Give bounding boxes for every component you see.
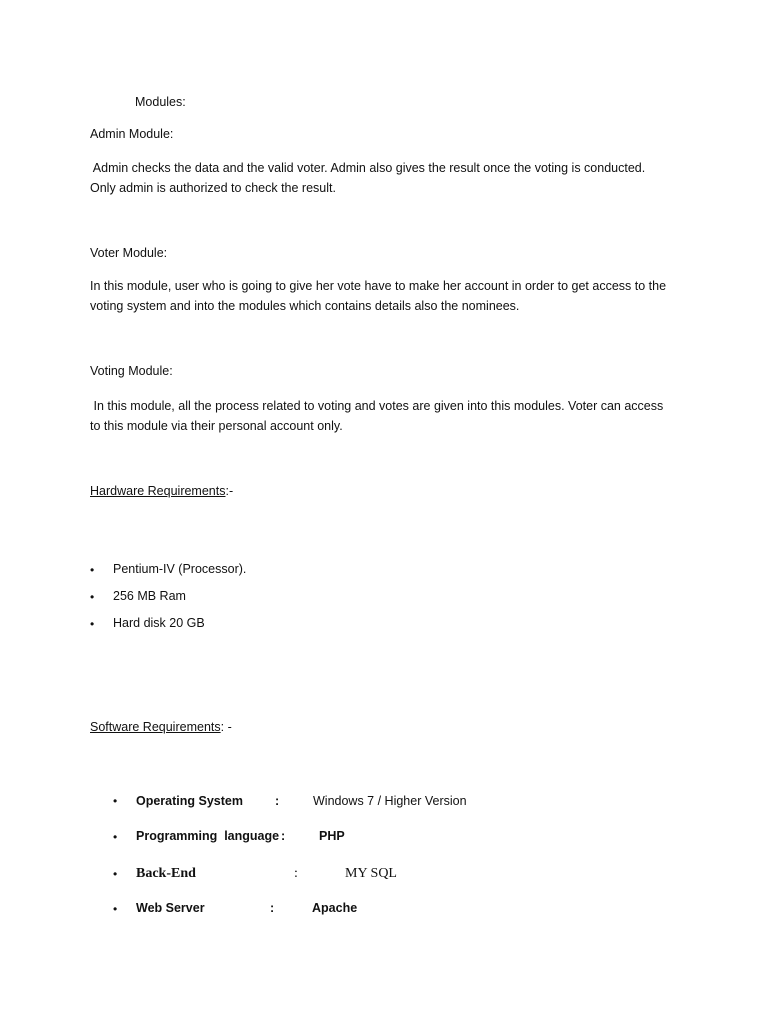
bullet-icon: • (113, 902, 118, 916)
admin-line-2: Only admin is authorized to check the result. (90, 181, 336, 195)
bullet-icon: • (113, 867, 118, 881)
admin-module-description (90, 158, 690, 198)
bullet-icon: • (90, 617, 95, 631)
hardware-item: 256 MB Ram (113, 589, 186, 603)
software-value-web-server: Apache (312, 901, 358, 915)
software-label-web-server: Web Server (136, 901, 205, 915)
voting-line-2: to this module via their personal account only. (90, 419, 343, 433)
voter-line-2: voting system and into the modules which contains details also the nominees. (90, 299, 520, 313)
software-colon: : (270, 901, 275, 915)
software-label-back-end: Back-End (136, 866, 196, 881)
software-label-programming-language: Programming language (136, 829, 280, 843)
software-label-operating-system: Operating System (136, 794, 243, 808)
admin-line-1: Admin checks the data and the valid voter. Admin also gives the result once the voting is conducted. (90, 161, 646, 175)
software-value-programming-language: PHP (319, 829, 345, 843)
hardware-item: Pentium-IV (Processor). (113, 562, 247, 576)
voter-line-1: In this module, user who is going to give her vote have to make her account in order to get access to the (90, 279, 667, 293)
hardware-requirements-suffix: :- (225, 484, 234, 498)
bullet-icon: • (90, 590, 95, 604)
hardware-requirements-title (90, 482, 233, 501)
voting-module-heading: Voting Module: (90, 364, 173, 378)
bullet-icon: • (90, 563, 95, 577)
software-requirements-heading: Software Requirements (90, 720, 221, 734)
bullet-icon: • (113, 830, 118, 844)
voting-module-description (90, 396, 690, 436)
software-value-back-end: MY SQL (345, 866, 397, 881)
software-requirements-title (90, 718, 232, 737)
software-value-operating-system: Windows 7 / Higher Version (313, 794, 467, 808)
voting-line-1: In this module, all the process related to voting and votes are given into this modules. Voter can access (90, 399, 664, 413)
voter-module-heading: Voter Module: (90, 246, 168, 260)
hardware-item: Hard disk 20 GB (113, 616, 205, 630)
modules-heading: Modules: (135, 95, 186, 109)
software-colon: : (294, 866, 298, 881)
bullet-icon: • (113, 794, 118, 808)
software-colon: : (275, 794, 280, 808)
hardware-requirements-heading: Hardware Requirements (90, 484, 226, 498)
admin-module-heading: Admin Module: (90, 127, 174, 141)
voter-module-description (90, 276, 690, 316)
software-colon: : (281, 829, 286, 843)
software-requirements-suffix: : - (220, 720, 232, 734)
